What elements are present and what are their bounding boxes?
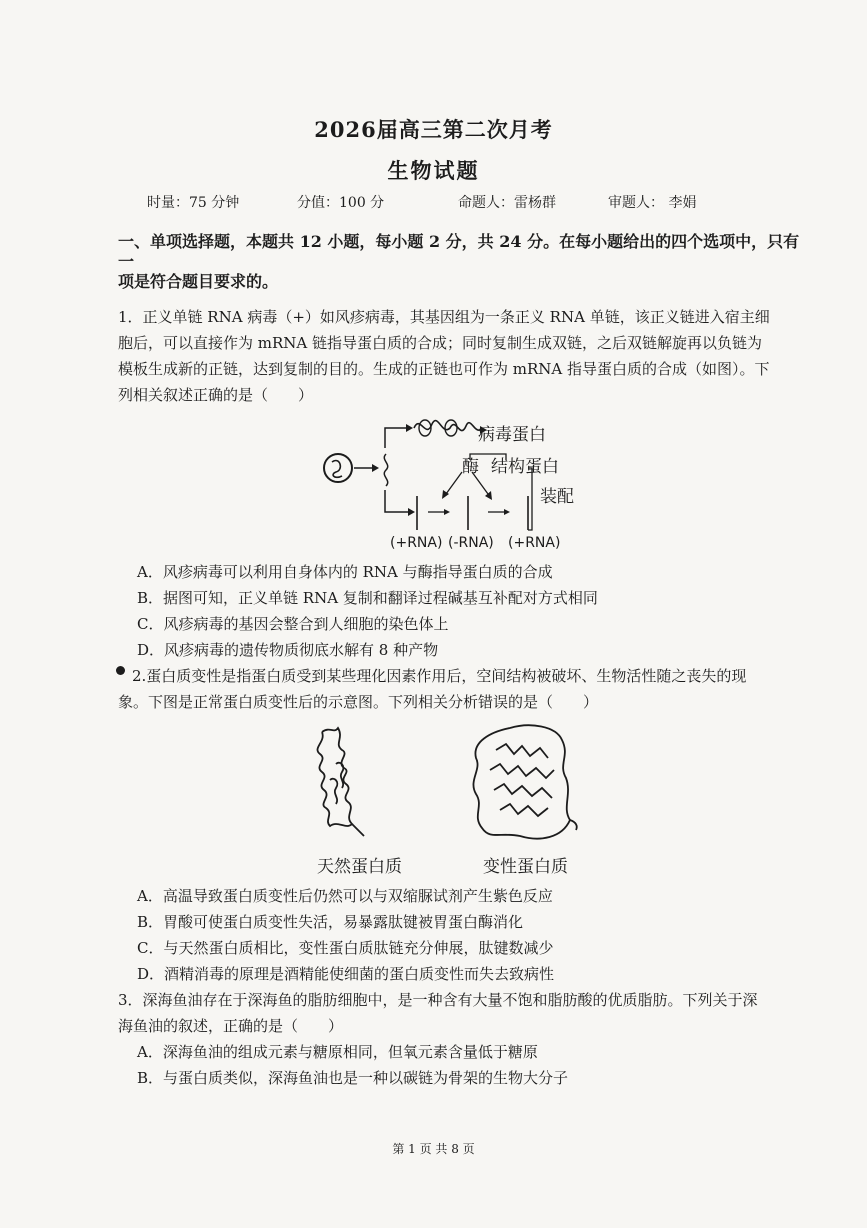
q1-stem-line3: 模板生成新的正链，达到复制的目的。生成的正链也可作为 mRNA 指导蛋白质的合成（如图）。下: [118, 360, 770, 378]
denatured-protein-icon: [473, 725, 576, 838]
meta-author: 命题人：雷杨群: [458, 195, 556, 211]
label-structural-protein: 结构蛋白: [491, 457, 559, 477]
bullet-icon: [116, 666, 125, 675]
label-minus-rna: (-RNA): [448, 535, 494, 551]
q3-stem-line2: 海鱼油的叙述，正确的是（ ）: [118, 1017, 344, 1035]
rna-strand-icon: [384, 454, 387, 486]
meta-reviewer: 审题人： 李娟: [608, 195, 697, 211]
q2-option-a: A．高温导致蛋白质变性后仍然可以与双缩脲试剂产生紫色反应: [137, 887, 553, 905]
q1-stem-line4: 列相关叙述正确的是（ ）: [118, 386, 314, 404]
q3-option-a: A．深海鱼油的组成元素与糖原相同，但氧元素含量低于糖原: [137, 1043, 538, 1061]
q2-option-c: C．与天然蛋白质相比，变性蛋白质肽链充分伸展，肽键数减少: [137, 939, 554, 957]
q1-option-b: B．据图可知，正义单链 RNA 复制和翻译过程碱基互补配对方式相同: [137, 589, 598, 607]
q2-protein-diagram: [300, 720, 600, 850]
q3-option-b: B．与蛋白质类似，深海鱼油也是一种以碳链为骨架的生物大分子: [137, 1069, 569, 1087]
native-protein-icon: [317, 728, 364, 836]
q2-stem-line1: 2.蛋白质变性是指蛋白质受到某些理化因素作用后，空间结构被破坏、生物活性随之丧失的现: [132, 667, 747, 685]
section-heading-line2: 项是符合题目要求的。: [118, 272, 279, 291]
q2-option-b: B．胃酸可使蛋白质变性失活，易暴露肽键被胃蛋白酶消化: [137, 913, 524, 931]
exam-title: 2026届高三第二次月考: [314, 117, 553, 142]
meta-score: 分值：100 分: [297, 195, 385, 211]
q1-stem-line1: 1．正义单链 RNA 病毒（+）如风疹病毒，其基因组为一条正义 RNA 单链，该正义链进入宿主细: [118, 308, 770, 326]
q2-stem-line2: 象。下图是正常蛋白质变性后的示意图。下列相关分析错误的是（ ）: [118, 693, 599, 711]
label-denatured-protein: 变性蛋白质: [483, 857, 568, 877]
label-enzyme: 酶: [462, 457, 479, 477]
q1-option-d: D．风疹病毒的遗传物质彻底水解有 8 种产物: [137, 641, 439, 659]
subject-title: 生物试题: [387, 158, 480, 183]
q1-option-c: C．风疹病毒的基因会整合到人细胞的染色体上: [137, 615, 449, 633]
ribosome-icon: [414, 420, 480, 436]
label-viral-protein: 病毒蛋白: [478, 425, 546, 445]
page-footer: 第 1 页 共 8 页: [392, 1142, 475, 1156]
label-plus-rna-2: (+RNA): [508, 535, 561, 551]
q2-option-d: D．酒精消毒的原理是酒精能使细菌的蛋白质变性而失去致病性: [137, 965, 555, 983]
q1-stem-line2: 胞后，可以直接作为 mRNA 链指导蛋白质的合成；同时复制生成双链，之后双链解旋再以负链为: [118, 334, 763, 352]
label-plus-rna-1: (+RNA): [390, 535, 443, 551]
q1-option-a: A．风疹病毒可以利用自身体内的 RNA 与酶指导蛋白质的合成: [137, 563, 553, 581]
q3-stem-line1: 3．深海鱼油存在于深海鱼的脂肪细胞中，是一种含有大量不饱和脂肪酸的优质脂肪。下列关于深: [118, 991, 758, 1009]
label-assembly: 装配: [540, 487, 574, 507]
label-native-protein: 天然蛋白质: [317, 857, 402, 877]
section-heading-line1: 一、单项选择题，本题共 12 小题，每小题 2 分，共 24 分。在每小题给出的四个选项中，只有一: [118, 232, 800, 271]
virus-icon: [324, 454, 352, 482]
meta-time: 时量：75 分钟: [147, 195, 240, 211]
